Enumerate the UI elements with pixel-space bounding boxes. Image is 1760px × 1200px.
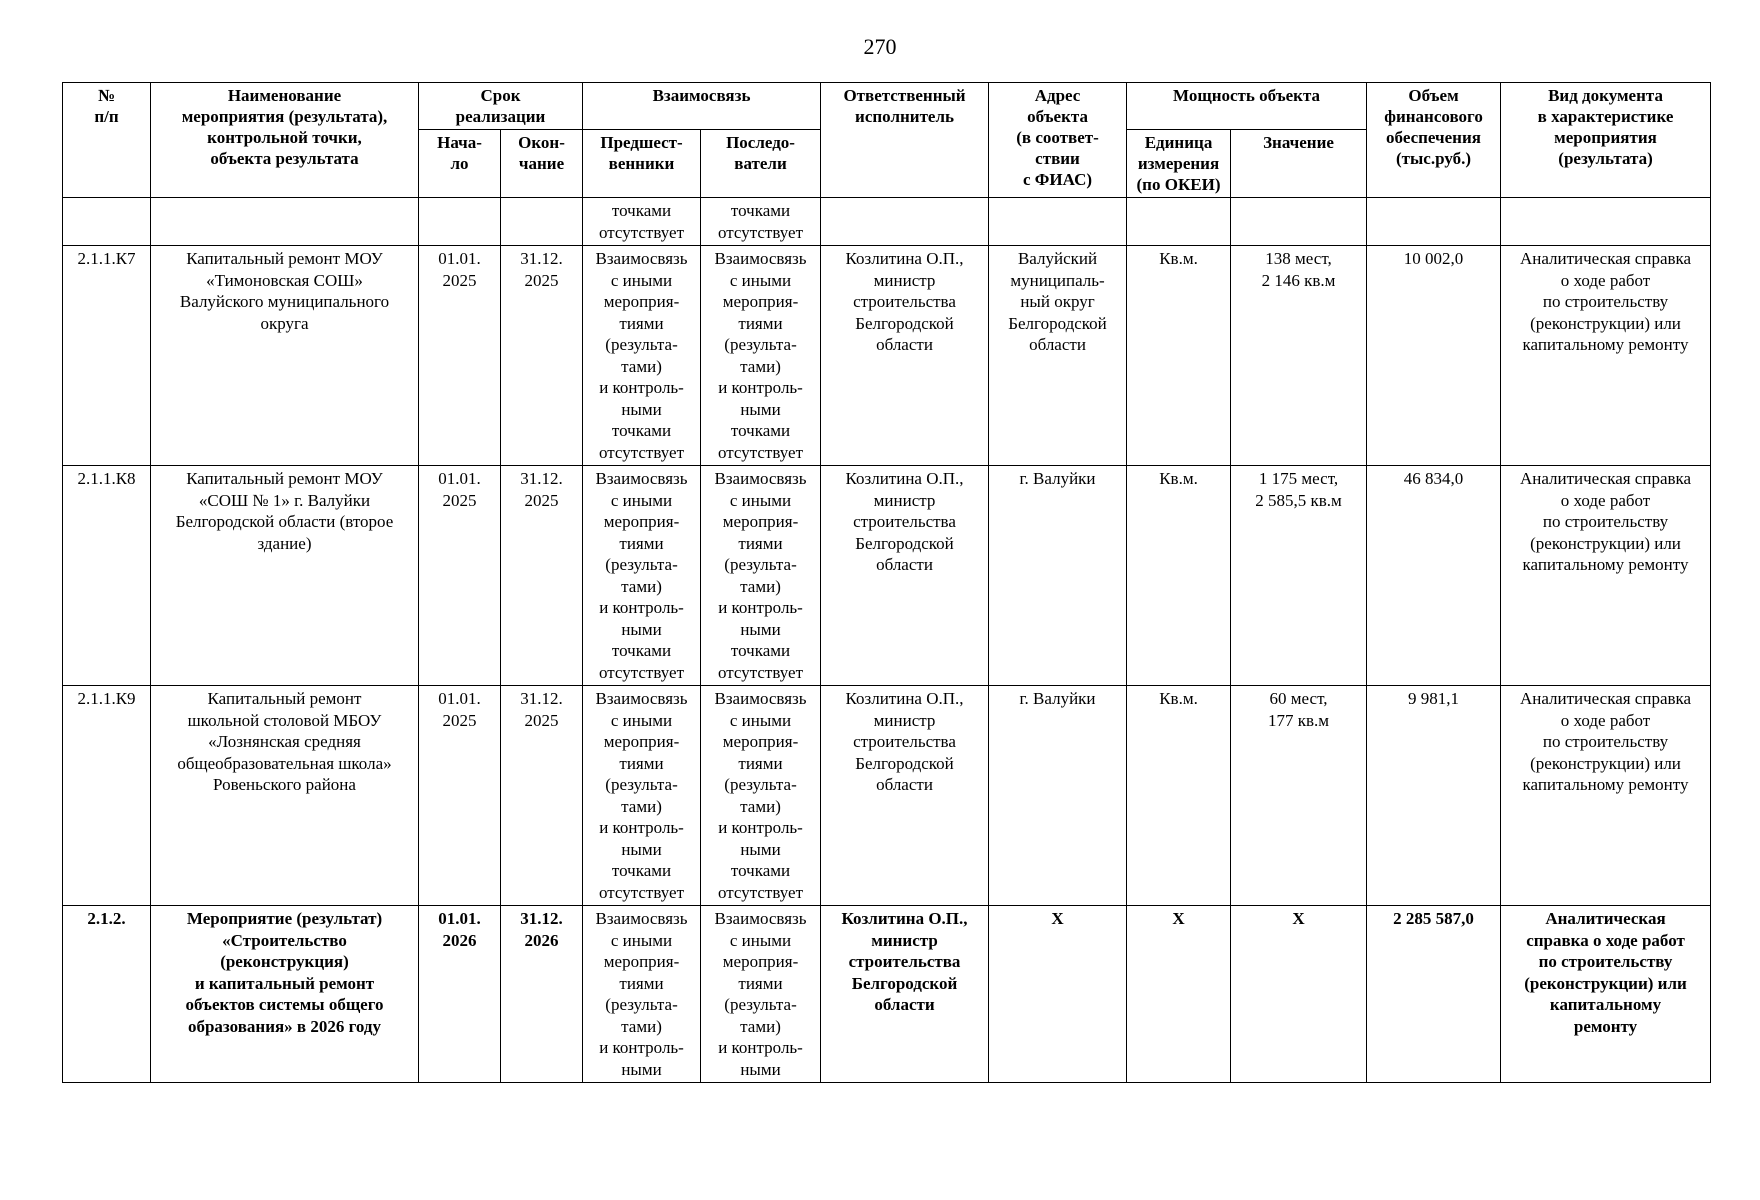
cell-responsible: Козлитина О.П., министр строительства Белгородской области: [821, 246, 989, 466]
cell-unit: Кв.м.: [1127, 466, 1231, 686]
cell-end: 31.12. 2026: [501, 906, 583, 1083]
table-row: [63, 906, 1711, 1083]
cell-doc: Аналитическая справка о ходе работ по строительству (реконструкции) или капитальному ремонту: [1501, 246, 1711, 466]
header-responsible: Ответственный исполнитель: [821, 83, 989, 198]
table-row: [63, 466, 1711, 686]
cell-next: Взаимосвязь с иными мероприя- тиями (результа- тами) и контроль- ными точками отсутствует: [701, 246, 821, 466]
cell-value: 138 мест, 2 146 кв.м: [1231, 246, 1367, 466]
cell-address: г. Валуйки: [989, 686, 1127, 906]
cell-next: Взаимосвязь с иными мероприя- тиями (результа- тами) и контроль- ными точками отсутствует: [701, 466, 821, 686]
cell-start: 01.01. 2025: [419, 246, 501, 466]
cell-name: Мероприятие (результат) «Строительство (реконструкция) и капитальный ремонт объектов системы общего образования» в 2026 году: [151, 906, 419, 1083]
cell-start: 01.01. 2025: [419, 466, 501, 686]
table-row: [63, 198, 1711, 246]
cell-pred: Взаимосвязь с иными мероприя- тиями (результа- тами) и контроль- ными: [583, 906, 701, 1083]
cell-doc: Аналитическая справка о ходе работ по строительству (реконструкции) или капитальному ремонту: [1501, 906, 1711, 1083]
cell-end: [501, 198, 583, 246]
cell-unit: [1127, 198, 1231, 246]
cell-num: 2.1.1.К8: [63, 466, 151, 686]
cell-name: Капитальный ремонт МОУ «СОШ № 1» г. Валуйки Белгородской области (второе здание): [151, 466, 419, 686]
measures-table: [62, 82, 1711, 1083]
header-finance: Объем финансового обеспечения (тыс.руб.): [1367, 83, 1501, 198]
cell-num: 2.1.2.: [63, 906, 151, 1083]
cell-doc: Аналитическая справка о ходе работ по строительству (реконструкции) или капитальному ремонту: [1501, 686, 1711, 906]
cell-doc: Аналитическая справка о ходе работ по строительству (реконструкции) или капитальному ремонту: [1501, 466, 1711, 686]
cell-unit: Кв.м.: [1127, 686, 1231, 906]
header-address: Адрес объекта (в соответ- ствии с ФИАС): [989, 83, 1127, 198]
cell-start: 01.01. 2025: [419, 686, 501, 906]
cell-name: Капитальный ремонт МОУ «Тимоновская СОШ» Валуйского муниципального округа: [151, 246, 419, 466]
cell-address: г. Валуйки: [989, 466, 1127, 686]
cell-name: [151, 198, 419, 246]
cell-value: 60 мест, 177 кв.м: [1231, 686, 1367, 906]
cell-next: точками отсутствует: [701, 198, 821, 246]
header-doc-type: Вид документа в характеристике мероприятия (результата): [1501, 83, 1711, 198]
cell-finance: [1367, 198, 1501, 246]
table-header: [63, 83, 1711, 198]
cell-responsible: Козлитина О.П., министр строительства Белгородской области: [821, 686, 989, 906]
cell-name: Капитальный ремонт школьной столовой МБОУ «Лознянская средняя общеобразовательная школа» Ровеньского района: [151, 686, 419, 906]
cell-num: [63, 198, 151, 246]
header-term-end: Окон- чание: [501, 130, 583, 198]
cell-address: Валуйский муниципаль- ный округ Белгородской области: [989, 246, 1127, 466]
header-name: Наименование мероприятия (результата), контрольной точки, объекта результата: [151, 83, 419, 198]
table-row: [63, 246, 1711, 466]
cell-next: Взаимосвязь с иными мероприя- тиями (результа- тами) и контроль- ными: [701, 906, 821, 1083]
header-cap-value: Значение: [1231, 130, 1367, 198]
table-row: [63, 686, 1711, 906]
cell-unit: Кв.м.: [1127, 246, 1231, 466]
cell-finance: 2 285 587,0: [1367, 906, 1501, 1083]
cell-pred: точками отсутствует: [583, 198, 701, 246]
header-term: Срок реализации: [419, 83, 583, 130]
cell-responsible: Козлитина О.П., министр строительства Белгородской области: [821, 906, 989, 1083]
cell-next: Взаимосвязь с иными мероприя- тиями (результа- тами) и контроль- ными точками отсутствует: [701, 686, 821, 906]
header-capacity: Мощность объекта: [1127, 83, 1367, 130]
header-num: № п/п: [63, 83, 151, 198]
header-rel-next: Последо- ватели: [701, 130, 821, 198]
cell-unit: Х: [1127, 906, 1231, 1083]
cell-value: Х: [1231, 906, 1367, 1083]
cell-start: 01.01. 2026: [419, 906, 501, 1083]
header-relation: Взаимосвязь: [583, 83, 821, 130]
header-rel-pred: Предшест- венники: [583, 130, 701, 198]
header-cap-unit: Единица измерения (по ОКЕИ): [1127, 130, 1231, 198]
cell-end: 31.12. 2025: [501, 686, 583, 906]
cell-address: [989, 198, 1127, 246]
cell-end: 31.12. 2025: [501, 466, 583, 686]
header-term-start: Нача- ло: [419, 130, 501, 198]
cell-num: 2.1.1.К9: [63, 686, 151, 906]
cell-value: [1231, 198, 1367, 246]
cell-responsible: [821, 198, 989, 246]
cell-end: 31.12. 2025: [501, 246, 583, 466]
cell-finance: 10 002,0: [1367, 246, 1501, 466]
page-number: 270: [863, 34, 897, 59]
cell-address: Х: [989, 906, 1127, 1083]
cell-finance: 46 834,0: [1367, 466, 1501, 686]
cell-pred: Взаимосвязь с иными мероприя- тиями (результа- тами) и контроль- ными точками отсутствует: [583, 246, 701, 466]
cell-pred: Взаимосвязь с иными мероприя- тиями (результа- тами) и контроль- ными точками отсутствует: [583, 466, 701, 686]
cell-pred: Взаимосвязь с иными мероприя- тиями (результа- тами) и контроль- ными точками отсутствует: [583, 686, 701, 906]
cell-responsible: Козлитина О.П., министр строительства Белгородской области: [821, 466, 989, 686]
cell-num: 2.1.1.К7: [63, 246, 151, 466]
cell-start: [419, 198, 501, 246]
cell-doc: [1501, 198, 1711, 246]
cell-finance: 9 981,1: [1367, 686, 1501, 906]
cell-value: 1 175 мест, 2 585,5 кв.м: [1231, 466, 1367, 686]
